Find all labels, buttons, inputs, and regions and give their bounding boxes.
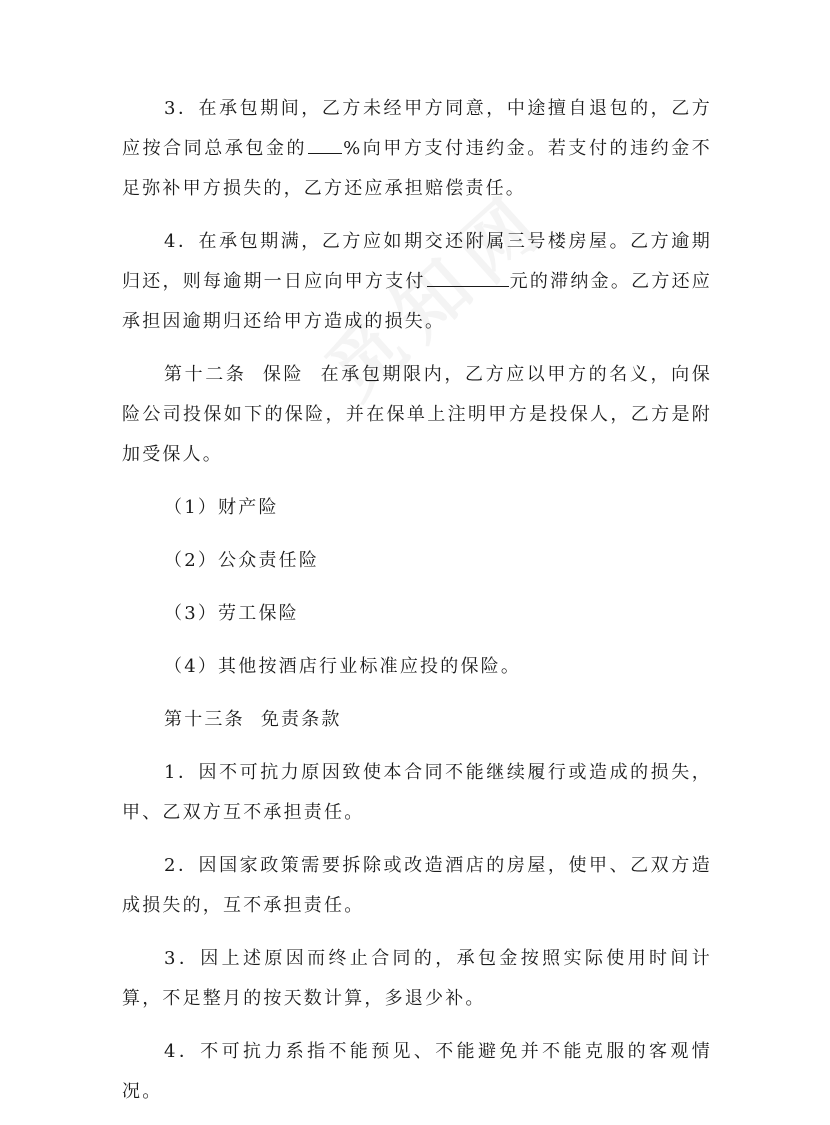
article-12-heading: 第十二条	[164, 364, 247, 385]
clause-4-text-a: 4．在承包期满，乙方应如期交还附属三号楼房屋。乙方逾期归还，则每逾期一日应向甲方支付	[122, 231, 712, 292]
insurance-item: （3）劳工保险	[164, 603, 299, 624]
clause-4-text-b: 元的滞纳金。乙方还应承担因逾期归还给甲方造成的损失。	[122, 271, 713, 332]
exemption-item: 2．因国家政策需要拆除或改造酒店的房屋，使甲、乙双方造成损失的，互不承担责任。	[122, 855, 712, 916]
article-13-heading-paragraph	[122, 700, 712, 740]
clause-3-text-a: 3．在承包期间，乙方未经甲方同意，中途擅自退包的，乙方应按合同总承包金的	[122, 98, 712, 159]
article-12-paragraph	[122, 355, 712, 475]
article-12-text: 在承包期限内，乙方应以甲方的名义，向保险公司投保如下的保险，并在保单上注明甲方是投保人，乙方是附加受保人。	[122, 364, 712, 465]
article-13-title: 免责条款	[260, 709, 342, 730]
insurance-item: （1）财产险	[164, 497, 279, 518]
penalty-percent-blank	[308, 131, 342, 154]
document-body	[122, 89, 712, 1125]
insurance-item: （2）公众责任险	[164, 550, 320, 571]
clause-3-text-b: %向甲方支付违约金。若支付的违约金不足弥补甲方损失的，乙方还应承担赔偿责任。	[122, 138, 712, 199]
insurance-item: （4）其他按酒店行业标准应投的保险。	[164, 656, 522, 677]
article-13-heading: 第十三条	[164, 709, 245, 730]
clause-3-paragraph	[122, 89, 712, 209]
clause-4-paragraph	[122, 222, 712, 342]
article-12-title: 保险	[262, 364, 305, 385]
exemption-item: 4．不可抗力系指不能预见、不能避免并不能克服的客观情况。	[122, 1041, 712, 1102]
exemption-item: 1．因不可抗力原因致使本合同不能继续履行或造成的损失，甲、乙双方互不承担责任。	[122, 762, 712, 823]
exemption-item: 3．因上述原因而终止合同的，承包金按照实际使用时间计算，不足整月的按天数计算，多退少补。	[122, 948, 712, 1009]
late-fee-amount-blank	[427, 264, 509, 287]
